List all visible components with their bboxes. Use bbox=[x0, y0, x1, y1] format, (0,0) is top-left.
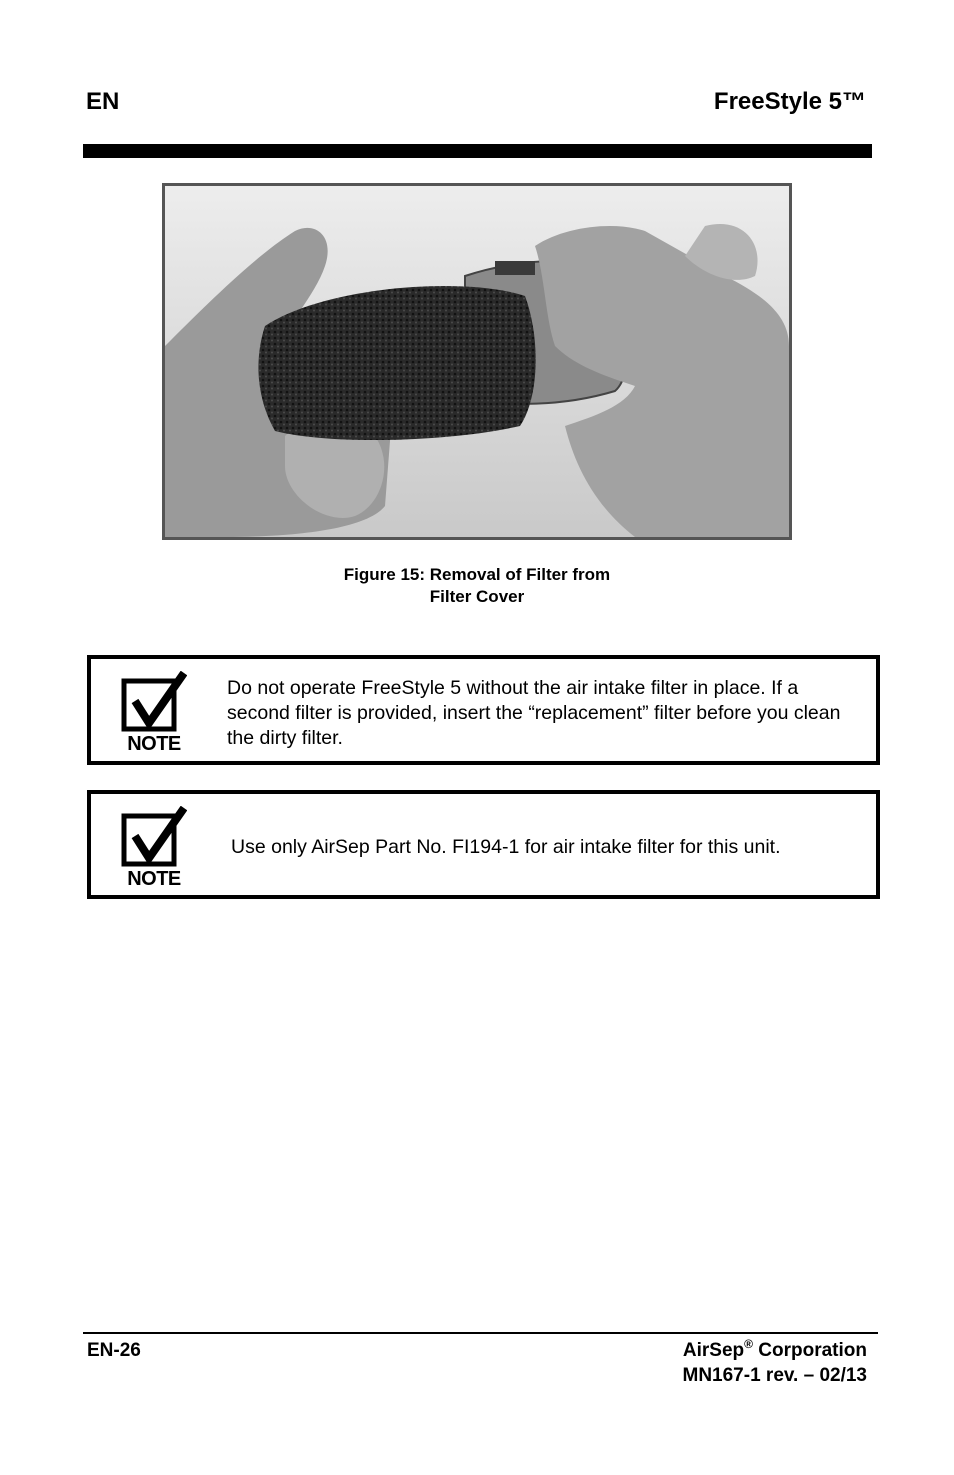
footer-publisher bbox=[683, 1338, 868, 1388]
figure-caption bbox=[0, 564, 954, 608]
figure-photo bbox=[162, 183, 792, 540]
footer-rule bbox=[83, 1332, 878, 1334]
note-box-1 bbox=[87, 655, 880, 765]
note-text: Do not operate FreeStyle 5 without the air intake filter in place. If a second filter is provided, insert the “replacement” filter before you clean the dirty filter. bbox=[227, 677, 841, 749]
footer-document-id: MN167-1 rev. – 02/13 bbox=[682, 1365, 867, 1386]
header-product-title: FreeStyle 5™ bbox=[713, 88, 866, 115]
note-text: Use only AirSep Part No. FI194-1 for air intake filter for this unit. bbox=[231, 836, 781, 858]
registered-mark: ® bbox=[744, 1337, 753, 1351]
note-checkbox-icon bbox=[121, 671, 187, 755]
note-checkbox-icon bbox=[121, 806, 187, 890]
header-language: EN bbox=[86, 88, 120, 115]
footer-page-number: EN-26 bbox=[87, 1340, 141, 1361]
footer-company-name: AirSep bbox=[682, 1340, 745, 1361]
footer-company bbox=[683, 1338, 868, 1363]
header-rule bbox=[83, 144, 872, 158]
figure-caption-line2: Filter Cover bbox=[429, 587, 525, 606]
figure-caption-line1: Figure 15: Removal of Filter from bbox=[343, 565, 611, 584]
footer-company-suffix: Corporation bbox=[753, 1340, 867, 1361]
note-box-2 bbox=[87, 790, 880, 899]
note-label: NOTE bbox=[127, 733, 181, 755]
note-label: NOTE bbox=[127, 868, 181, 890]
